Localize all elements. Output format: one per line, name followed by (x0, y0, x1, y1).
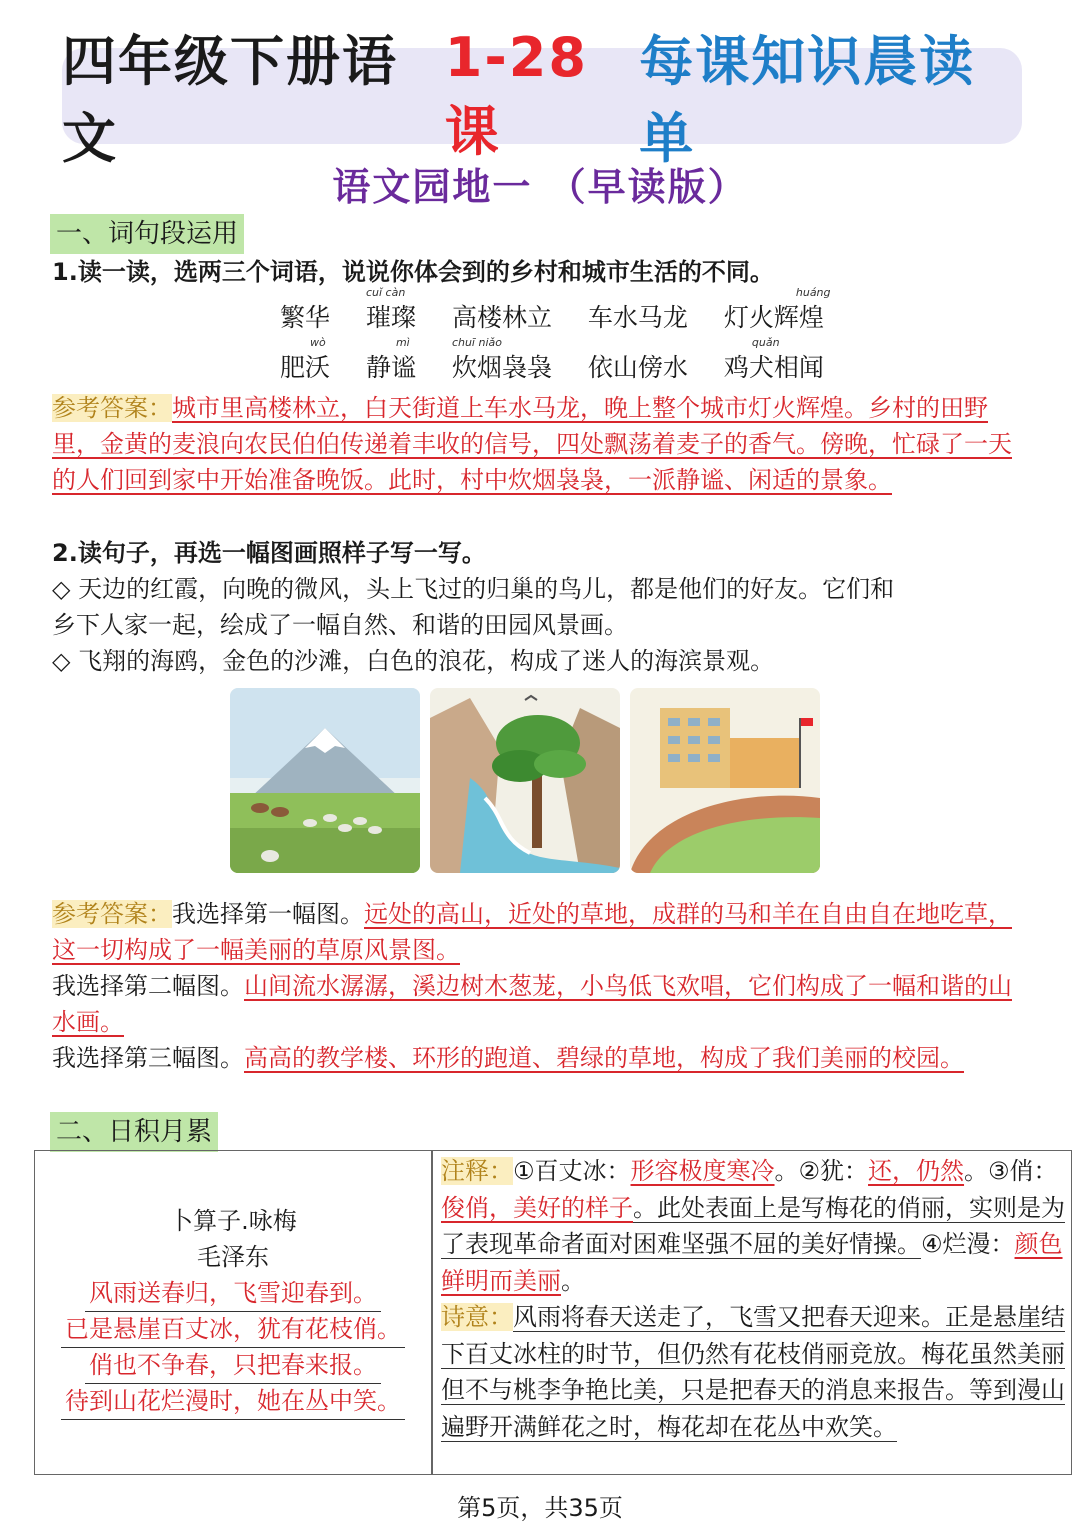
picture-row (230, 688, 820, 873)
choice-1-text: 远处的高山，近处的草地，成群的马和羊在自由自在地吃草，这一切构成了一幅美丽的草原风景图。 (52, 900, 1012, 964)
word-item: 车水马龙 (587, 303, 688, 332)
poem-line: 俏也不争春，只把春来报。 (85, 1347, 381, 1384)
word-row-1 (280, 286, 852, 334)
choice-3-prefix: 我选择第三幅图。 (52, 1044, 244, 1072)
note-definition: 还，仍然 (868, 1157, 965, 1185)
sentence-1a: ◇ 天边的红霞，向晚的微风，头上飞过的归巢的鸟儿，都是他们的好友。它们和 (52, 575, 895, 603)
answer-1 (52, 390, 1032, 498)
word-item: wò 肥沃 (280, 336, 331, 382)
note-definition: 颜色鲜明而美丽 (441, 1230, 1063, 1295)
word-item: 繁华 (280, 303, 331, 332)
question-1: 1.读一读，选两三个词语，说说你体会到的乡村和城市生活的不同。 (52, 258, 774, 286)
sentence-1b: 乡下人家一起，绘成了一幅自然、和谐的田园风景画。 (52, 611, 628, 639)
page-footer: 第5页，共35页 (457, 1494, 623, 1522)
note-term: ④烂漫： (921, 1230, 1015, 1258)
poem-line: 风雨送春归，飞雪迎春到。 (85, 1275, 381, 1312)
note-term: ②犹： (798, 1157, 869, 1185)
answer-label: 参考答案： (52, 900, 172, 928)
poem-table (34, 1150, 1072, 1475)
poem-line: 已是悬崖百丈冰，犹有花枝俏。 (61, 1311, 405, 1348)
word-row-2 (280, 336, 852, 384)
meaning-text: 风雨将春天送走了，飞雪又把春天迎来。正是悬崖结下百丈冰柱的时节，但仍然有花枝俏丽竞放。梅花虽然美丽但不与桃李争艳比美，只是把春天的消息来报告。等到漫山遍野开满鲜花之时，梅花却在花丛中欢笑。 (441, 1303, 1065, 1441)
choice-2-prefix: 我选择第二幅图。 (52, 972, 244, 1000)
table-divider (431, 1151, 433, 1474)
sentence-2: ◇ 飞翔的海鸥，金色的沙滩，白色的浪花，构成了迷人的海滨景观。 (52, 647, 775, 675)
answer-1-text: 城市里高楼林立，白天街道上车水马龙，晚上整个城市灯火辉煌。乡村的田野里，金黄的麦浪向农民伯伯传递着丰收的信号，四处飘荡着麦子的香气。傍晚，忙碌了一天的人们回到家中开始准备晚饭。此时，村中炊烟袅袅，一派静谧、闲适的景象。 (52, 394, 1012, 494)
note-label: 注释： (441, 1157, 513, 1185)
word-item: 高楼林立 (451, 303, 552, 332)
grassland-picture (230, 688, 420, 873)
banner-part3: 每课知识晨读单 (639, 30, 976, 170)
banner-part1: 四年级下册语文 (62, 30, 398, 170)
page-banner (62, 26, 1022, 170)
choice-2-text: 山间流水潺潺，溪边树木葱茏，小鸟低飞欢唱，它们构成了一幅和谐的山水画。 (52, 972, 1012, 1036)
section2-heading: 二、日积月累 (50, 1112, 218, 1152)
answer-label: 参考答案： (52, 394, 172, 422)
note-extra: 。此处表面上是写梅花的俏丽，实则是为了表现革命者面对困难坚强不屈的美好情操。 (441, 1193, 1065, 1258)
notes-cell: 注释：①百丈冰：形容极度寒冷。②犹：还，仍然。③俏：俊俏，美好的样子。此处表面上是写梅花的俏丽，实则是为了表现革命者面对困难坚强不屈的美好情操。④烂漫：颜色鲜明而美丽。 诗意：风雨将春天送走了，飞雪又把春天迎来。正是悬崖结下百丈冰柱的时节，但仍然有花枝俏丽竞放。梅花虽然美丽但不与桃李争艳比美，只是把春天的消息来报告。等到漫山遍野开满鲜花之时，梅花却在花丛中欢笑。 (441, 1157, 1065, 1441)
page-subtitle: 语文园地一 （早读版） (332, 165, 748, 209)
poem-cell (35, 1151, 431, 1419)
note-definition: 俊俏，美好的样子 (441, 1193, 633, 1222)
word-item: cuǐ càn 璀璨 (365, 286, 416, 332)
school-picture (630, 688, 820, 873)
mountain-stream-picture (430, 688, 620, 873)
question-2: 2.读句子，再选一幅图画照样子写一写。 (52, 539, 486, 567)
word-item: mì 静谧 (365, 336, 416, 382)
meaning-label: 诗意： (441, 1303, 513, 1331)
choice-1-prefix: 我选择第一幅图。 (172, 900, 364, 928)
poem-title: 卜算子.咏梅 (169, 1207, 297, 1235)
choice-3-text: 高高的教学楼、环形的跑道、碧绿的草地，构成了我们美丽的校园。 (244, 1044, 964, 1072)
poem-line: 待到山花烂漫时，她在丛中笑。 (61, 1383, 405, 1420)
note-term: ①百丈冰： (513, 1157, 631, 1185)
poem-author: 毛泽东 (197, 1243, 269, 1271)
word-item: huáng 灯火辉煌 (723, 286, 831, 332)
section1-heading: 一、词句段运用 (50, 214, 244, 254)
word-item: 依山傍水 (587, 353, 688, 382)
word-item: chuī niǎo 炊烟袅袅 (451, 336, 552, 382)
note-term: ③俏： (988, 1157, 1058, 1185)
note-definition: 形容极度寒冷 (630, 1157, 775, 1185)
word-item: quǎn 鸡犬相闻 (723, 336, 824, 382)
banner-part2: 1-28课 (444, 26, 588, 163)
answer-2 (52, 896, 1032, 1076)
